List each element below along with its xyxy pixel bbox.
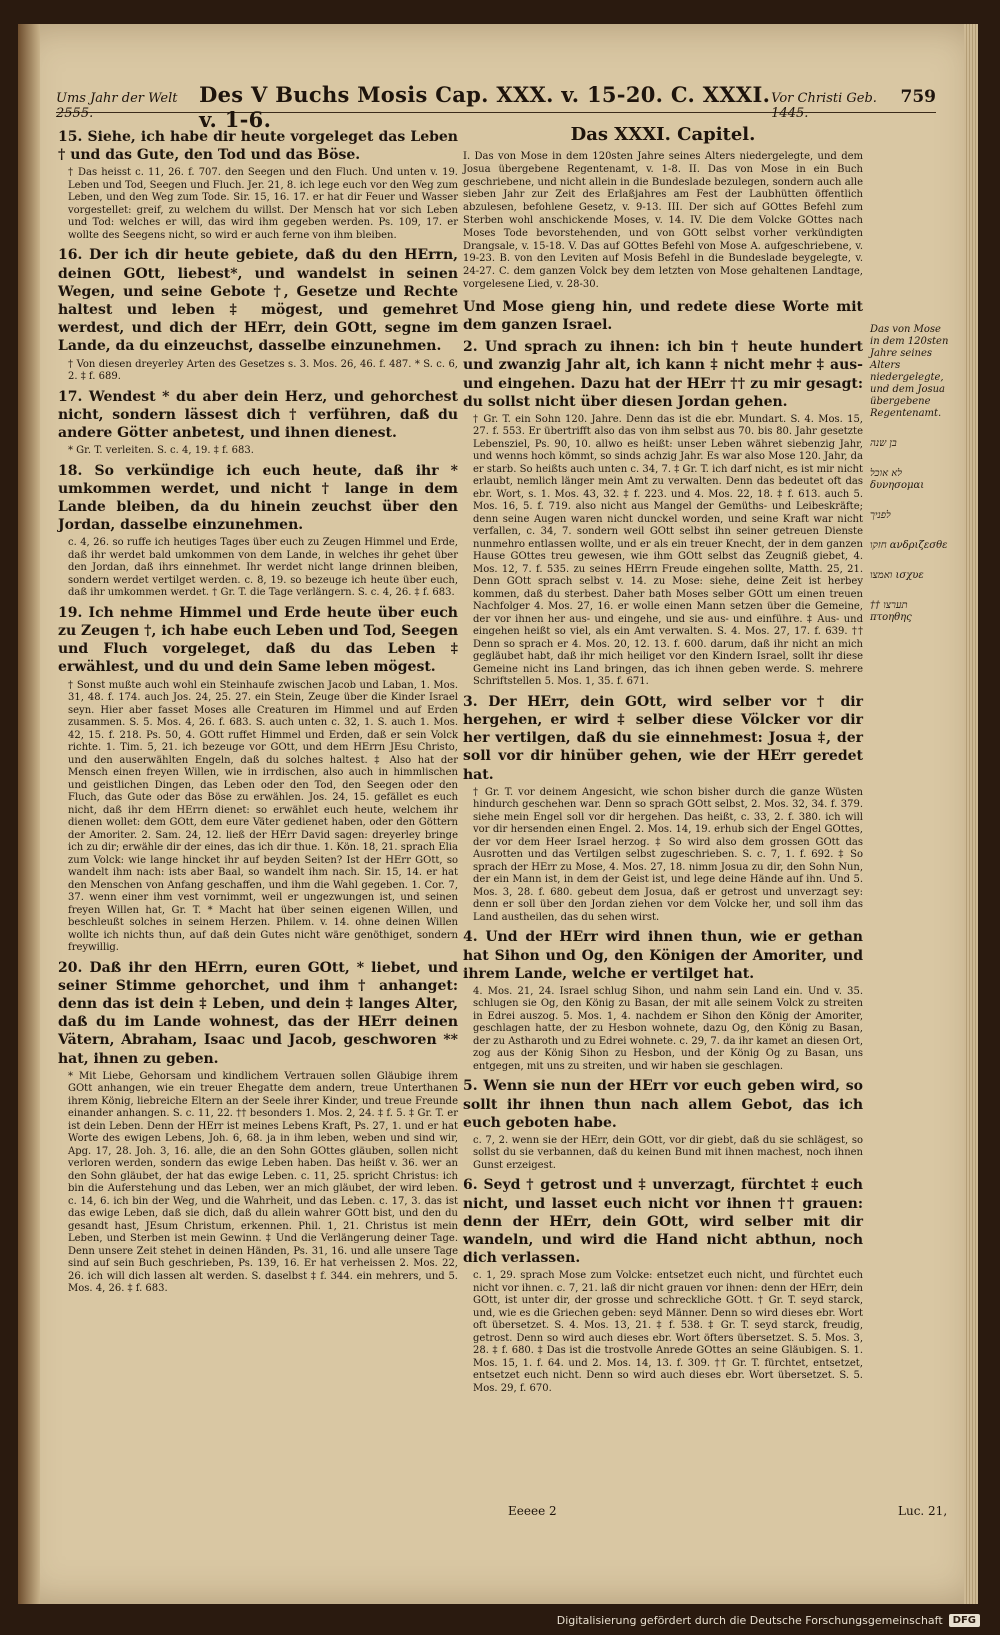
margin-note: Das von Mose in dem 120sten Jahre seines Alters niedergelegte, und dem Josua übergebene Regentenamt. [870,324,949,419]
margin-notes [870,324,950,642]
book-page [18,24,978,1604]
commentary-note: c. 4, 26. so ruffe ich heutiges Tages über euch zu Zeugen Himmel und Erde, daß ihr werdet bald umkommen von dem Lande, in welches ihr gehet über den Jordan, daß ihrs einnehmet. Ihr werdet nicht lange drinnen bleiben, sondern werdet vertilget werden. c. 8, 19. so bezeuge ich heute über euch, daß ihr umkommen werdet. † Gr. T. die Tage verlängern. S. c. 4, 26. ‡ f. 683. [68,537,458,599]
commentary-note: † Das heisst c. 11, 26. f. 707. den Seegen und den Fluch. Und unten v. 19. Leben und Tod, Seegen und Fluch. Jer. 21, 8. ich lege euch vor den Weg zum Leben, und den Weg zum Tode. Sir. 15, 16. 17. er hat dir Feuer und Wasser vorgestellet: greif, zu welchem du willst. Der Mensch hat vor sich Leben und Tod: welches er will, das wird ihm gegeben werden. Ps. 109, 17. er wollte des Seegens nicht, so wird er auch ferne von ihm bleiben. [68,167,458,241]
header-title: Des V Buchs Mosis Cap. XXX. v. 15-20. C. XXXI. v. 1-6. [199,82,771,132]
book-spine [18,24,40,1604]
commentary-note: c. 1, 29. sprach Mose zum Volcke: entsetzet euch nicht, und fürchtet euch nicht vor ihnen. c. 7, 21. laß dir nicht grauen vor ihnen: denn der HErr, dein GOtt, ist unter dir, der grosse und schreckliche GOtt. † Gr. T. seyd starck, und, wie es die Griechen geben: seyd Männer. Denn so wird dieses ebr. Wort oft übersetzet. S. 4. Mos. 13, 21. ‡ f. 538. ‡ Gr. T. seyd starck, freudig, getrost. Denn so wird auch dieses ebr. Wort öfters übersetzet. S. 5. Mos. 3, 28. ‡ f. 680. ‡ Das ist die trostvolle Anrede GOttes an seine Gläubigen. S. 1. Mos. 15, 1. f. 64. und 2. Mos. 14, 13. f. 309. †† Gr. T. fürchtet, entsetzet, entsetzet euch nicht. Denn so wird auch dieses ebr. Wort übersetzet. S. 5. Mos. 29, f. 670. [473,1270,863,1394]
header-left: Ums Jahr der Welt 2555. [56,91,178,121]
signature-mark: Eeeee 2 [508,1504,557,1518]
catchword: Luc. 21, [898,1504,948,1518]
page-number: 759 [900,87,936,107]
commentary-note: 4. Mos. 21, 24. Israel schlug Sihon, und nahm sein Land ein. Und v. 35. schlugen sie Og, den König zu Basan, der mit alle seinem Volck zu streiten in Edrei auszog. 5. Mos. 1, 4. nachdem er Sihon den König der Amoriter, geschlagen hatte, der zu Hesbon wohnete, dazu Og, den König zu Basan, der zu Astharoth und zu Edrei wohnete. c. 29, 7. da ihr kamet an diesen Ort, zog aus der König Sihon zu Hesbon, und der König Og zu Basan, uns entgegen, mit uns zu streiten, und wir haben sie geschlagen. [473,985,863,1072]
header-right: Vor Christi Geb. 1445. [771,91,877,121]
page-edge [964,24,978,1604]
bible-verse: 19. Ich nehme Himmel und Erde heute über euch zu Zeugen †, ich habe euch Leben und Tod, Seegen und Fluch vorgeleget, daß du das Leben ‡ erwählest, und du und dein Same leben mögest. [58,604,458,676]
bible-verse: 17. Wendest * du aber dein Herz, und gehorchest nicht, sondern lässest dich † verführen, daß du andere Götter anbetest, und ihnen dienest. [58,388,458,441]
chapter-title: Das XXXI. Capitel. [570,124,756,145]
margin-note: בן שנה [870,438,897,449]
running-header [56,82,936,132]
commentary-note: † Gr. T. ein Sohn 120. Jahre. Denn das ist die ebr. Mundart. S. 4. Mos. 15, 27. f. 553. Er übertrifft also das von ihm selbst aus 70. bis 80. Jahr gesetzte Lebensziel, Ps. 90, 10. allwo es heißt: unser Leben währet siebenzig Jahr, und wenns hoch kömmt, so sinds achzig Jahr. Es war also Mose 120. Jahr, da er starb. So heißts auch unten c. 34, 7. ‡ Gr. T. ich darf nicht, es ist mir nicht erlaubt, nemlich länger mein Amt zu verwalten. Denn das bedeutet oft das ebr. Wort, s. 1. Mos. 43, 32. ‡ f. 223. und 4. Mos. 22, 18. ‡ f. 613. auch 5. Mos. 16, 5. f. 719. also nicht aus Mangel der Gemüths- und Leibeskräfte; denn seine Augen waren nicht dunckel worden, und seine Kraft war nicht verfallen, c. 34, 7. sondern weil GOtt selbst ihn seiner getreuen Dienste nunmehro entlassen wollte, und er als ein treuer Knecht, der in dem ganzen Hause GOttes treu gewesen, wie ihm GOtt selbst das Zeugniß giebet, 4. Mos. 12, 7. f. 535. zu seines HErrn Freude eingehen sollte, Matth. 25, 21. Denn GOtt sprach selbst v. 14. zu Mose: siehe, deine Zeit ist herbey kommen, daß du sterbest. Daher bath Moses selber GOtt um einen treuen Nachfolger 4. Mos. 27, 16. er wolle einen Mann setzen über die Gemeine, der vor ihnen her aus- und eingehe, und sie aus- und einführe. ‡ Aus- und eingehen heißt so viel, als ein Amt verwalten. S. 4. Mos. 27, 17. f. 639. †† Denn so sprach er 4. Mos. 20, 12. 13. f. 600. darum, daß ihr nicht an mich gegläubet habt, daß ihr mich heiliget vor den Kindern Israel, sollt ihr diese Gemeine nicht ins Land bringen, das ich ihnen geben werde. S. mehrere Schriftstellen 5. Mos. 1, 35. f. 671. [473,413,863,688]
commentary-note: † Gr. T. vor deinem Angesicht, wie schon bisher durch die ganze Wüsten hindurch geschehen war. Denn so sprach GOtt selbst, 2. Mos. 32, 34. f. 379. siehe mein Engel soll vor dir hergehen. Das heißt, c. 33, 2. f. 380. ich will vor dir hersenden einen Engel. 2. Mos. 14, 19. erhub sich der Engel GOttes, der vor dem Heer Israel herzog. ‡ So wird also dem grossen GOtt das Ausrotten und das Vertilgen selbst zugeschrieben. S. c. 7, 1. f. 692. ‡ So sprach der HErr zu Mose, 4. Mos. 27, 18. nimm Josua zu dir, den Sohn Nun, der ein Mann ist, in dem der Geist ist, und lege deine Hände auf ihn. Und 5. Mos. 3, 28. f. 680. gebeut dem Josua, daß er getrost und unverzagt sey: denn er soll über den Jordan ziehen vor dem Volcke her, und soll ihm das Land austheilen, das du sehen wirst. [473,786,863,923]
dfg-logo: DFG [949,1614,980,1627]
commentary-note: c. 7, 2. wenn sie der HErr, dein GOtt, vor dir giebt, daß du sie schlägest, so sollst du sie verbannen, daß du keinen Bund mit ihnen machest, noch ihnen Gunst erzeigest. [473,1134,863,1171]
commentary-note: * Mit Liebe, Gehorsam und kindlichem Vertrauen sollen Gläubige ihrem GOtt anhangen, wie ein treuer Ehegatte dem andern, treue Unterthanen ihrem König, liebreiche Eltern an der Seele ihrer Kinder, und treue Freunde einander anhangen. S. c. 11, 22. †† besonders 1. Mos. 2, 24. ‡ f. 5. ‡ Gr. T. er ist dein Leben. Denn der HErr ist meines Lebens Kraft, Ps. 27, 1. und er hat Worte des ewigen Lebens, Joh. 6, 68. ja in ihm leben, weben und sind wir, Apg. 17, 28. Joh. 3, 16. alle, die an den Sohn GOttes gläuben, sollen nicht verloren werden, sondern das ewige Leben haben. Das heißt v. 36. wer an den Sohn gläubet, der hat das ewige Leben. c. 11, 25. spricht Christus: ich bin die Auferstehung und das Leben, wer an mich gläubet, der wird leben. c. 14, 6. ich bin der Weg, und die Wahrheit, und das Leben. c. 17, 3. das ist das ewige Leben, daß sie dich, daß du allein wahrer GOtt bist, und den du gesandt hast, JEsum Christum, erkennen. Phil. 1, 21. Christus ist mein Leben, und Sterben ist mein Gewinn. ‡ Und die Verlängerung deiner Tage. Denn unsere Zeit stehet in deinen Händen, Ps. 31, 16. und alle unsere Tage sind auf sein Buch geschrieben, Ps. 139, 16. Er hat verheissen 2. Mos. 22, 26. ich will dich lassen alt werden. S. daselbst ‡ f. 344. ein mehrers, und 5. Mos. 4, 26. ‡ f. 683. [68,1070,458,1295]
margin-note: ואמצו ισχυε [870,570,924,581]
bible-verse: 2. Und sprach zu ihnen: ich bin † heute hundert und zwanzig Jahr alt, ich kann ‡ nicht mehr ‡ aus- und eingehen. Dazu hat der HErr †† zu mir gesagt: du sollst nicht über diesen Jordan gehen. [463,339,863,410]
left-column [58,124,458,1300]
right-column [463,124,863,1399]
bible-verse: 4. Und der HErr wird ihnen thun, wie er gethan hat Sihon und Og, den Königen der Amoriter, und ihrem Lande, welche er vertilget hat. [463,929,863,982]
bible-verse: 16. Der ich dir heute gebiete, daß du den HErrn, deinen GOtt, liebest*, und wandelst in seinen Wegen, und seine Gebote †, Gesetze und Rechte haltest und leben ‡ mögest, und gemehret werdest, und dich der HErr, dein GOtt, segne im Lande, da du einzeuchst, dasselbe einzunehmen. [58,247,458,355]
bible-verse: 6. Seyd † getrost und ‡ unverzagt, fürchtet ‡ euch nicht, und lasset euch nicht vor ihnen †† grauen: denn der HErr, dein GOtt, wird selber mit dir wandeln, und wird die Hand nicht abthun, noch dich verlassen. [463,1177,863,1267]
bible-verse: 3. Der HErr, dein GOtt, wird selber vor † dir hergehen, er wird ‡ selber diese Völcker vor dir her vertilgen, daß du sie einnehmest: Josua ‡, der soll vor dir hinüber gehen, wie der HErr geredet hat. [463,693,863,783]
commentary-note: † Von diesen dreyerley Arten des Gesetzes s. 3. Mos. 26, 46. f. 487. * S. c. 6, 2. ‡ f. 689. [68,358,458,382]
margin-note: לא אוכל δυνησομαι [870,468,925,491]
bible-verse: 5. Wenn sie nun der HErr vor euch geben wird, so sollt ihr ihnen thun nach allem Gebot, das ich euch geboten habe. [463,1078,863,1131]
commentary-note: † Sonst mußte auch wohl ein Steinhaufe zwischen Jacob und Laban, 1. Mos. 31, 48. f. 174. auch Jos. 24, 25. 27. ein Stein, Zeuge über die Kinder Israel seyn. Hier aber fasset Moses alle Creaturen im Himmel und auf Erden zusammen. S. 5. Mos. 4, 26. f. 683. S. auch unten c. 32, 1. S. auch 1. Mos. 42, 15. f. 218. Ps. 50, 4. GOtt ruffet Himmel und Erden, daß er sein Volck richte. 1. Tim. 5, 21. ich bezeuge vor GOtt, und dem HErrn JEsu Christo, und den auserwählten Engeln, daß du solches haltest. ‡ Also hat der Mensch einen freyen Willen, wie in irrdischen, also auch in himmlischen und geistlichen Dingen, das Leben oder den Tod, den Seegen oder den Fluch, das Gute oder das Böse zu erwählen. Jos. 24, 15. gefället es euch nicht, daß ihr dem HErrn dienet: so erwählet euch heute, welchem ihr dienen wollet: dem GOtt, dem eure Väter gedienet haben, oder den Göttern der Amoriter. 2. Sam. 24, 12. ließ der HErr David sagen: dreyerley bringe ich zu dir; erwähle dir der eines, das ich dir thue. 1. Kön. 18, 21. sprach Elia zum Volck: wie lange hincket ihr auf beyden Seiten? Ist der HErr GOtt, so wandelt ihm nach: ists aber Baal, so wandelt ihm nach. Sir. 15, 14. er hat den Menschen von Anfang geschaffen, und ihm die Wahl gegeben. 1. Cor. 7, 37. wenn einer ihm vest vornimmt, weil er ungezwungen ist, und seinen freyen Willen hat, Gr. T. * Macht hat über seinen eigenen Willen, und beschleußt solches in seinem Herzen. Philem. v. 14. ohne deinen Willen wollte ich nichts thun, auf daß dein Gutes nicht wäre genöthiget, sondern freywillig. [68,679,458,954]
margin-note: לפניך [870,510,891,521]
bible-verse: 18. So verkündige ich euch heute, daß ihr * umkommen werdet, und nicht † lange in dem Lande bleiben, da du hinein zeuchst über den Jordan, dasselbe einzunehmen. [58,462,458,534]
commentary-note: * Gr. T. verleiten. S. c. 4, 19. ‡ f. 683. [68,445,254,457]
bible-verse: 15. Siehe, ich habe dir heute vorgeleget das Leben † und das Gute, den Tod und das Böse. [58,129,458,164]
bible-verse: 20. Daß ihr den HErrn, euren GOtt, * liebet, und seiner Stimme gehorchet, und ihm † anhanget: denn das ist dein ‡ Leben, und dein ‡ langes Alter, daß du im Lande wohnest, das der HErr deinen Vätern, Abraham, Isaac und Jacob, geschworen ** hat, ihnen zu geben. [58,959,458,1067]
funding-credit [557,1614,980,1627]
bible-verse: Und Mose gieng hin, und redete diese Worte mit dem ganzen Israel. [463,298,863,333]
margin-note: †† תערצו πτοηθης [870,600,912,623]
chapter-summary: I. Das von Mose in dem 120sten Jahre seines Alters niedergelegte, und dem Josua übergebene Regentenamt, v. 1-8. II. Das von Mose in ein Buch geschriebene, und nicht allein in die Bundeslade bezulegen, sondern auch alle sieben Jahr zur Zeit des Erlaßjahres am Fest der Laubhütten öffentlich abzulesen, befohlene Gesetz, v. 9-13. III. Der sich auf GOttes Befehl zum Sterben wohl anschickende Moses, v. 14. IV. Die dem Volcke GOttes nach Moses Tode bevorstehenden, und von GOtt selbst vorher verkündigten Drangsale, v. 15-18. V. Das auf GOttes Befehl von Mose A. aufgeschriebene, v. 19-23. B. von den Leviten auf Mosis Befehl in die Bundeslade beygelegte, v. 24-27. C. dem ganzen Volck bey dem letzten von Mose gehaltenen Landtage, vorgelesene Lied, v. 28-30. [463,151,863,290]
margin-note: חזקו ανδριζεσθε [870,540,948,551]
funding-text: Digitalisierung gefördert durch die Deutsche Forschungsgemeinschaft [556,1614,943,1627]
